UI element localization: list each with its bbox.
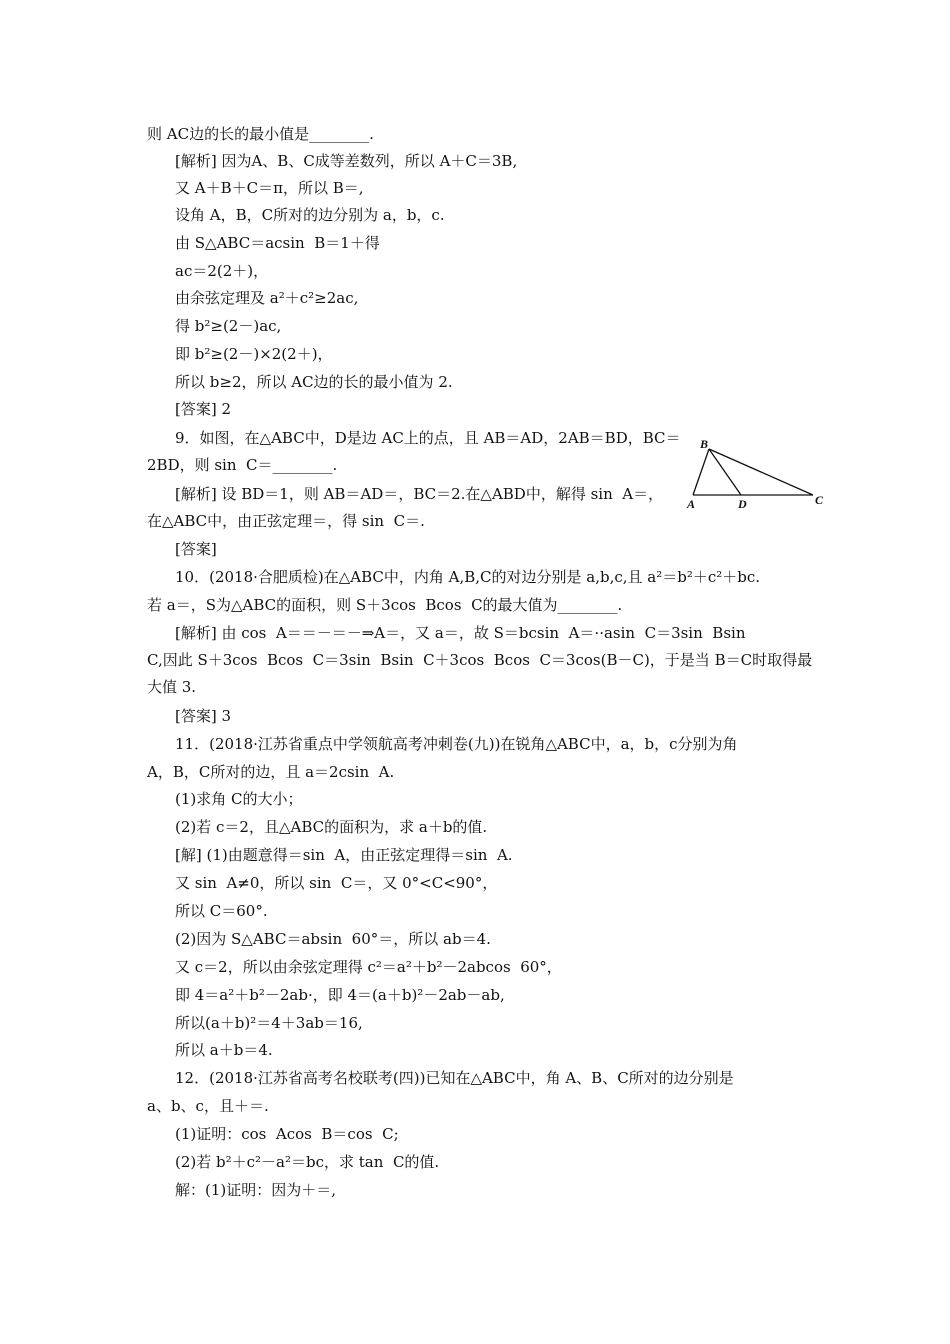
text-line: 9．如图，在△ABC中，D是边 AC上的点，且 AB＝AD，2AB＝BD，BC＝	[175, 429, 681, 447]
text-line: (2)因为 S△ABC＝absin 60°＝，所以 ab＝4.	[175, 930, 491, 948]
text-line: 由 S△ABC＝acsin B＝1＋得	[175, 234, 380, 252]
vertex-label-a: A	[687, 497, 696, 511]
vertex-label-b: B	[700, 437, 709, 451]
text-line: [解析] 由 cos A＝＝－＝－⇒A＝，又 a＝，故 S＝bcsin A＝··asin C＝3sin Bsin	[175, 624, 746, 642]
text-line: 又 c＝2，所以由余弦定理得 c²＝a²＋b²－2abcos 60°，	[175, 958, 562, 976]
text-line: 在△ABC中，由正弦定理＝，得 sin C＝.	[147, 512, 425, 530]
text-line: 设角 A，B，C所对的边分别为 a，b，c.	[175, 206, 445, 224]
text-line: [答案] 2	[175, 400, 232, 418]
text-line: 即 b²≥(2－)×2(2＋)，	[175, 345, 333, 363]
text-line: 则 AC边的长的最小值是________.	[147, 125, 374, 143]
text-line: 得 b²≥(2－)ac,	[175, 317, 282, 335]
text-line: [解] (1)由题意得＝sin A，由正弦定理得＝sin A.	[175, 846, 513, 864]
text-line: a、b、c，且＋＝.	[147, 1097, 269, 1115]
text-line: (2)若 b²＋c²－a²＝bc，求 tan C的值.	[175, 1153, 440, 1171]
text-line: 大值 3.	[147, 678, 197, 696]
text-line: 2BD，则 sin C＝________.	[147, 456, 338, 474]
text-line: 若 a＝，S为△ABC的面积，则 S＋3cos Bcos C的最大值为________.	[147, 596, 623, 614]
text-line: 所以 C＝60°.	[175, 902, 268, 920]
vertex-label-c: C	[815, 493, 824, 507]
text-line: 即 4＝a²＋b²－2ab·，即 4＝(a＋b)²－2ab－ab,	[175, 986, 505, 1004]
text-line: 又 A＋B＋C＝π，所以 B＝,	[175, 179, 364, 197]
text-line: [解析] 因为A、B、C成等差数列，所以 A＋C＝3B,	[175, 152, 518, 170]
text-line: 所以(a＋b)²＝4＋3ab＝16,	[175, 1014, 363, 1032]
text-line: [解析] 设 BD＝1，则 AB＝AD＝，BC＝2.在△ABD中，解得 sin A＝，	[175, 485, 664, 503]
text-line: [答案]	[175, 540, 217, 558]
text-line: (1)证明：cos Acos B＝cos C;	[175, 1125, 399, 1143]
text-line: 解：(1)证明：因为＋＝,	[175, 1181, 337, 1199]
text-line: A，B，C所对的边，且 a＝2csin A.	[147, 763, 395, 781]
text-line: 11．(2018·江苏省重点中学领航高考冲刺卷(九))在锐角△ABC中，a，b，c分别为角	[175, 735, 738, 753]
text-line: 所以 a＋b＝4.	[175, 1041, 273, 1059]
vertex-label-d: D	[738, 497, 747, 511]
text-line: 又 sin A≠0，所以 sin C＝，又 0°<C<90°，	[175, 874, 498, 892]
text-line: 10．(2018·合肥质检)在△ABC中，内角 A,B,C的对边分别是 a,b,c,且 a²＝b²＋c²＋bc.	[175, 568, 761, 586]
text-line: [答案] 3	[175, 707, 232, 725]
text-line: 12．(2018·江苏省高考名校联考(四))已知在△ABC中，角 A、B、C所对的边分别是	[175, 1069, 734, 1087]
text-line: (1)求角 C的大小；	[175, 790, 303, 808]
text-line: ac＝2(2＋)，	[175, 262, 269, 280]
triangle-lines	[693, 449, 813, 495]
text-line: 所以 b≥2，所以 AC边的长的最小值为 2.	[175, 373, 453, 391]
text-line: 由余弦定理及 a²＋c²≥2ac,	[175, 289, 359, 307]
text-line: C,因此 S＋3cos Bcos C＝3sin Bsin C＋3cos Bcos C＝3cos(B－C)，于是当 B＝C时取得最	[147, 651, 813, 669]
edge-ab	[693, 449, 709, 495]
triangle-figure	[680, 433, 830, 513]
text-line: (2)若 c＝2，且△ABC的面积为，求 a＋b的值.	[175, 818, 488, 836]
